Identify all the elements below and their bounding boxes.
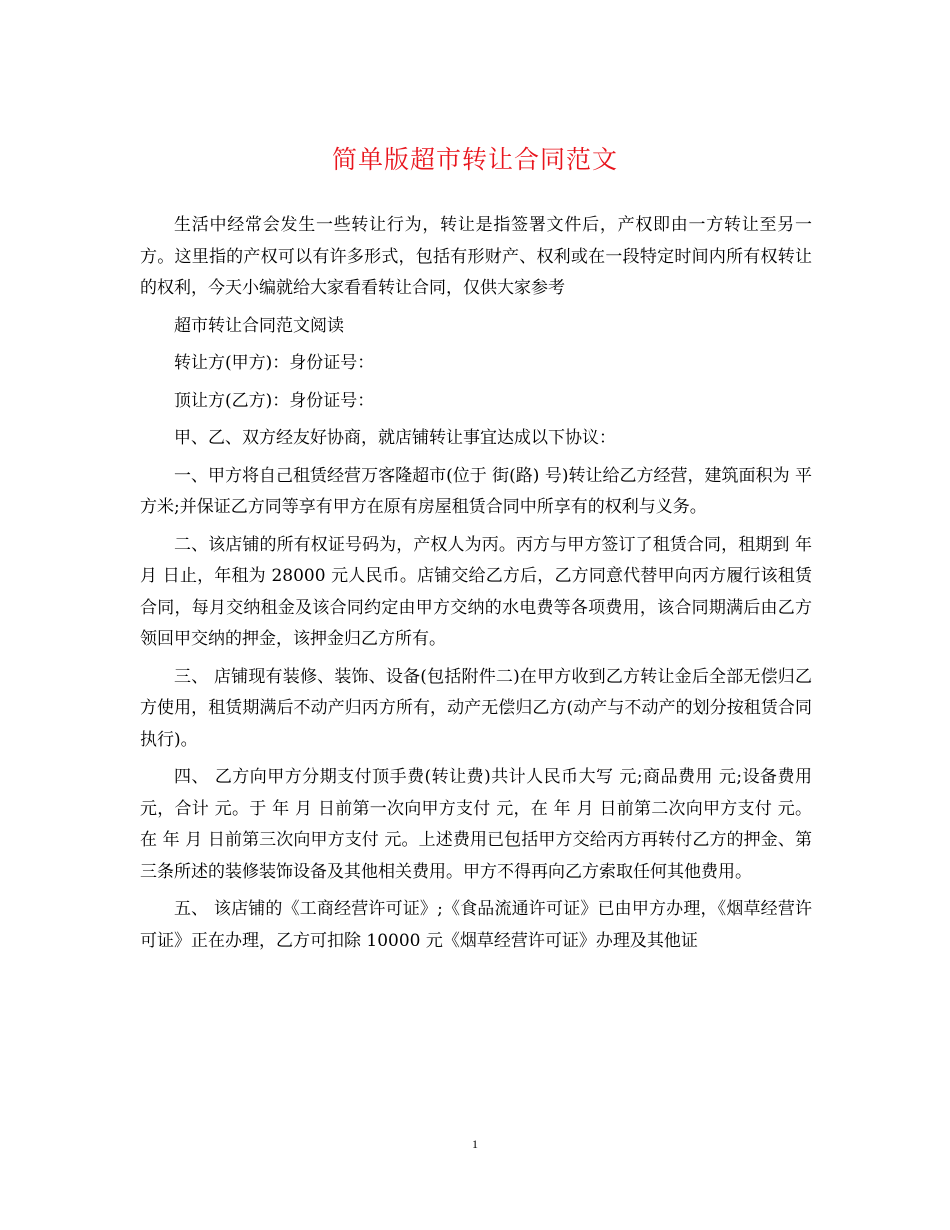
- document-title: 简单版超市转让合同范文: [331, 145, 618, 174]
- section-heading: 超市转让合同范文阅读: [174, 315, 344, 336]
- clause-1-paragraph: 一、甲方将自己租赁经营万客隆超市(位于 街(路) 号)转让给乙方经营，建筑面积为 平方米;并保证乙方同等享有甲方在原有房屋租赁合同中所享有的权利与义务。: [140, 465, 812, 517]
- document-body: [140, 210, 812, 963]
- clause-4-paragraph: 四、 乙方向甲方分期支付顶手费(转让费)共计人民币大写 元;商品费用 元;设备费用 元，合计 元。于 年 月 日前第一次向甲方支付 元，在 年 月 日前第二次向甲方支付 元。在 年 月 日前第三次向甲方支付 元。上述费用已包括甲方交给丙方再转付乙方的押金、第三条所述的装修装饰设备及其他相关费用。甲方不得再向乙方索取任何其他费用。: [140, 767, 812, 882]
- clause-2-paragraph: 二、该店铺的所有权证号码为，产权人为丙。丙方与甲方签订了租赁合同，租期到 年 月 日止，年租为 28000 元人民币。店铺交给乙方后，乙方同意代替甲向丙方履行该租赁合同，每月交纳租金及该合同约定由甲方交纳的水电费等各项费用，该合同期满后由乙方领回甲交纳的押金，该押金归乙方所有。: [140, 534, 812, 649]
- party-b-line: 顶让方(乙方)：身份证号：: [174, 390, 375, 411]
- clause-3-paragraph: 三、 店铺现有装修、装饰、设备(包括附件二)在甲方收到乙方转让金后全部无偿归乙方使用，租赁期满后不动产归丙方所有，动产无偿归乙方(动产与不动产的划分按租赁合同执行)。: [140, 666, 812, 750]
- page-number: 1: [472, 1137, 478, 1151]
- clause-5-paragraph: 五、 该店铺的《工商经营许可证》;《食品流通许可证》已由甲方办理，《烟草经营许可证》正在办理，乙方可扣除 10000 元《烟草经营许可证》办理及其他证: [140, 899, 812, 951]
- intro-paragraph: 生活中经常会发生一些转让行为，转让是指签署文件后，产权即由一方转让至另一方。这里指的产权可以有许多形式，包括有形财产、权利或在一段特定时间内所有权转让的权利，今天小编就给大家看看转让合同，仅供大家参考: [140, 215, 812, 298]
- agreement-intro-line: 甲、乙、双方经友好协商，就店铺转让事宜达成以下协议：: [174, 428, 616, 448]
- party-a-line: 转让方(甲方)：身份证号：: [174, 353, 375, 373]
